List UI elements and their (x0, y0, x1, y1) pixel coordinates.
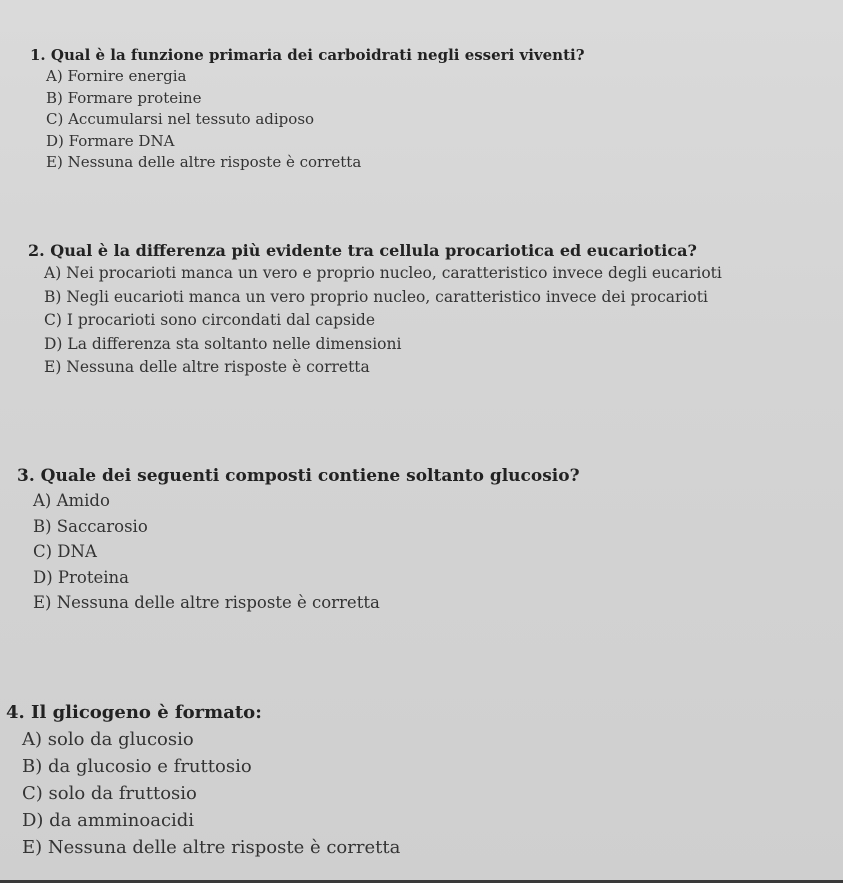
question-1 (30, 44, 585, 174)
option-list (33, 488, 580, 616)
option-c: C) I procarioti sono circondati dal capside (44, 311, 376, 329)
question-3 (17, 464, 580, 616)
option-e: E) Nessuna delle altre risposte è corretta (33, 593, 380, 612)
question-title: 2. Qual è la differenza più evidente tra cellula procariotica ed eucariotica? (28, 241, 697, 260)
question-title: 1. Qual è la funzione primaria dei carboidrati negli esseri viventi? (30, 46, 585, 64)
question-title: 4. Il glicogeno è formato: (6, 702, 262, 723)
option-b: B) Formare proteine (46, 88, 202, 107)
option-d: D) Proteina (33, 567, 129, 587)
option-b: B) da glucosio e fruttosio (22, 756, 252, 777)
option-e: E) Nessuna delle altre risposte è corretta (46, 153, 362, 171)
option-list (46, 66, 585, 174)
option-a: A) Nei procarioti manca un vero e proprio nucleo, caratteristico invece degli eucarioti (44, 264, 722, 282)
option-b: B) Saccarosio (33, 516, 148, 536)
option-a: A) solo da glucosio (22, 729, 194, 750)
option-e: E) Nessuna delle altre risposte è corretta (44, 358, 370, 376)
option-c: C) Accumularsi nel tessuto adiposo (46, 110, 315, 128)
option-d: D) La differenza sta soltanto nelle dimensioni (44, 334, 402, 353)
option-c: C) DNA (33, 542, 97, 561)
option-a: A) Amido (33, 491, 110, 510)
question-2 (28, 240, 722, 380)
option-a: A) Fornire energia (46, 67, 187, 85)
option-e: E) Nessuna delle altre risposte è corretta (22, 837, 401, 858)
option-d: D) da amminoacidi (22, 810, 195, 831)
option-c: C) solo da fruttosio (22, 783, 197, 804)
option-list (44, 262, 722, 380)
option-d: D) Formare DNA (46, 131, 175, 150)
question-4 (6, 700, 400, 861)
option-list (22, 726, 400, 861)
option-b: B) Negli eucarioti manca un vero proprio nucleo, caratteristico invece dei procarioti (44, 287, 708, 306)
question-title: 3. Quale dei seguenti composti contiene soltanto glucosio? (17, 466, 580, 486)
